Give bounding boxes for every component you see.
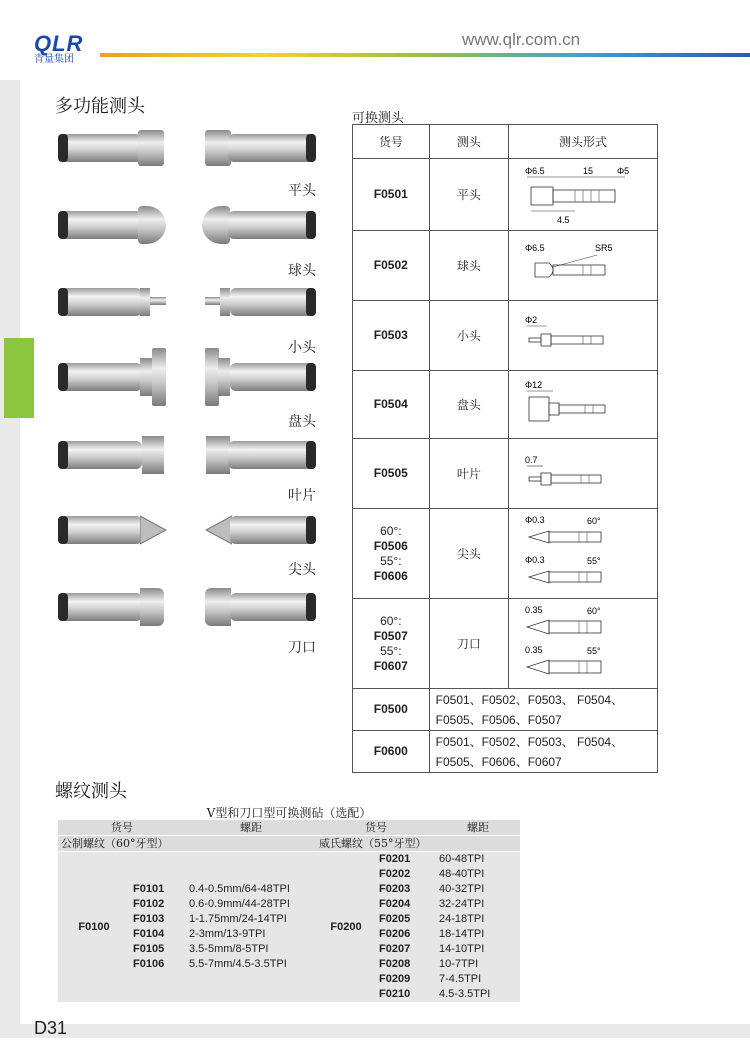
metric-code: F0104 (133, 928, 165, 940)
imperial-code: F0210 (379, 988, 411, 1000)
probe-small-right-tip (205, 297, 221, 305)
metric-pitch: 0.6-0.9mm/44-28TPI (189, 898, 290, 910)
imperial-pitch: 7-4.5TPI (439, 973, 482, 985)
table2-header-row (58, 820, 520, 836)
probe-label-ball: 球头 (288, 263, 316, 279)
page-header (0, 0, 750, 80)
left-side-band (0, 80, 20, 1025)
row-code: F0501 (353, 159, 430, 231)
imperial-code: F0206 (379, 928, 411, 940)
metric-thread-label: 公制螺纹（60°牙型） (58, 836, 316, 852)
probe-small-right (230, 288, 316, 316)
kit-line: F0501、F0502、F0503、 F0504、 (435, 692, 624, 707)
probe-flat-right (228, 134, 316, 162)
probe-knife-left-head (140, 588, 164, 626)
dim-label: 4.5 (557, 214, 570, 225)
logo-subtitle: 青量集团 (34, 54, 74, 65)
probe-point-right-cone (204, 513, 232, 547)
table-row (58, 852, 520, 868)
table2-subheader-row (58, 836, 520, 852)
row-code: F0503 (353, 301, 430, 371)
dim-label: Φ12 (525, 379, 543, 390)
imperial-code: F0205 (379, 913, 411, 925)
imperial-code: F0207 (379, 943, 411, 955)
dim-label: 60° (587, 605, 601, 616)
metric-pitch: 5.5-7mm/4.5-3.5TPI (189, 958, 287, 970)
row-code (353, 599, 430, 689)
dim-label: 0.7 (525, 454, 538, 465)
probe-sketch-knife (509, 599, 658, 689)
probe-small-left-neck (140, 288, 150, 316)
metric-code: F0101 (133, 883, 165, 895)
code-line: F0506 (373, 538, 408, 553)
probe-label-flat: 平头 (288, 183, 316, 199)
probe-knife-left (58, 593, 142, 621)
table-row-kit (353, 731, 658, 773)
dim-label: Φ6.5 (525, 242, 545, 253)
code-line: F0607 (373, 658, 408, 673)
col-header-pitch: 螺距 (186, 820, 316, 836)
table-row (353, 371, 658, 439)
dim-label: 15 (583, 165, 594, 176)
table1-caption: 可换测头 (352, 111, 405, 126)
table-row (353, 509, 658, 599)
imperial-thread-label: 威氏螺纹（55°牙型） (316, 836, 520, 852)
kit-contents (429, 689, 657, 731)
imperial-group-text: F0200 (330, 920, 362, 933)
metric-pitch: 3.5-5mm/8-5TPI (189, 943, 269, 955)
probe-sketch-blade (509, 439, 658, 509)
dim-label: Φ6.5 (525, 165, 545, 176)
dim-label: Φ5 (617, 165, 630, 176)
probe-disc-left (58, 363, 142, 391)
row-code: F0502 (353, 231, 430, 301)
row-probe-name: 尖头 (429, 509, 508, 599)
col-header-code: 货号 (353, 125, 430, 159)
row-code: F0505 (353, 439, 430, 509)
probe-ball-right-head (202, 206, 230, 244)
probe-ball-right (228, 211, 316, 239)
kit-contents (429, 731, 657, 773)
probe-sketch-disc (509, 371, 658, 439)
imperial-code: F0208 (379, 958, 411, 970)
row-probe-name: 小头 (429, 301, 508, 371)
dim-label: 0.35 (525, 644, 543, 655)
probe-blade-left (58, 441, 142, 469)
kit-code: F0500 (353, 689, 430, 731)
metric-code: F0105 (133, 943, 165, 955)
dim-label: Φ0.3 (525, 514, 545, 525)
metric-code: F0106 (133, 958, 165, 970)
probe-point-right (230, 516, 316, 544)
table-row-kit (353, 689, 658, 731)
probe-sketch-point (509, 509, 658, 599)
probe-label-small: 小头 (288, 340, 316, 356)
row-probe-name: 平头 (429, 159, 508, 231)
website-url: www.qlr.com.cn (462, 30, 581, 49)
probe-knife-right-head (205, 588, 231, 626)
row-probe-name: 盘头 (429, 371, 508, 439)
probe-small-right-neck (220, 288, 230, 316)
company-logo (34, 31, 84, 66)
footer-band (0, 1024, 750, 1038)
table-row (353, 599, 658, 689)
probe-flat-left-head (138, 130, 164, 166)
imperial-code: F0209 (379, 973, 411, 985)
section-tab (4, 338, 34, 418)
imperial-code: F0203 (379, 883, 411, 895)
table-row (353, 301, 658, 371)
probe-point-left (58, 516, 142, 544)
imperial-code: F0202 (379, 868, 411, 880)
dim-label: Φ0.3 (525, 554, 545, 565)
dim-label: 60° (587, 515, 601, 526)
probe-disc-right-head (205, 348, 219, 406)
angle-label: 55°: (380, 643, 402, 658)
row-probe-name: 叶片 (429, 439, 508, 509)
page-number: D31 (34, 1018, 68, 1038)
imperial-group-code (316, 852, 376, 1003)
imperial-pitch: 14-10TPI (439, 943, 485, 955)
section-title-multifunction: 多功能测头 (55, 96, 145, 117)
probe-small-left-tip (150, 297, 166, 305)
probe-flat-left (58, 134, 142, 162)
row-probe-name: 球头 (429, 231, 508, 301)
probe-label-blade: 叶片 (288, 488, 316, 504)
imperial-code: F0204 (379, 898, 411, 910)
probe-disc-left-neck (140, 358, 152, 396)
table-row (353, 231, 658, 301)
col-header-probe: 测头 (429, 125, 508, 159)
imperial-code: F0201 (379, 853, 411, 865)
header-gradient-bar (100, 53, 750, 57)
angle-label: 55°: (380, 553, 402, 568)
imperial-pitch: 32-24TPI (439, 898, 485, 910)
probe-sketch-flat (509, 159, 658, 231)
row-code: F0504 (353, 371, 430, 439)
probe-disc-right (230, 363, 316, 391)
probe-disc-right-neck (218, 358, 230, 396)
probe-label-disc: 盘头 (288, 414, 316, 430)
table-row (353, 439, 658, 509)
angle-label: 60°: (380, 613, 402, 628)
dim-label: SR5 (595, 242, 613, 253)
probe-blade-left-head (142, 436, 164, 474)
probe-label-point: 尖头 (288, 562, 316, 578)
col-header-code: 货号 (58, 820, 186, 836)
dim-label: Φ2 (525, 314, 538, 325)
probe-blade-right-head (206, 436, 230, 474)
thread-anvil-table-wrap (58, 806, 520, 1002)
probe-sketch-small (509, 301, 658, 371)
thread-anvil-table (58, 820, 520, 1002)
probe-knife-right (230, 593, 316, 621)
section-title-thread: 螺纹测头 (55, 781, 127, 802)
probe-blade-right (228, 441, 316, 469)
kit-line: F0505、F0606、F0607 (435, 754, 562, 769)
kit-code: F0600 (353, 731, 430, 773)
metric-group-code (58, 852, 130, 1003)
code-line: F0606 (373, 568, 408, 583)
row-probe-name: 刀口 (429, 599, 508, 689)
probe-small-left (58, 288, 142, 316)
metric-pitch: 2-3mm/13-9TPI (189, 928, 266, 940)
dim-label: 55° (587, 555, 601, 566)
probe-label-knife: 刀口 (288, 640, 316, 656)
angle-label: 60°: (380, 523, 402, 538)
kit-line: F0505、F0506、F0507 (435, 712, 562, 727)
probe-point-left-cone (140, 513, 168, 547)
probe-disc-left-head (152, 348, 166, 406)
metric-pitch: 1-1.75mm/24-14TPI (189, 913, 287, 925)
code-line: F0507 (373, 628, 408, 643)
imperial-pitch: 18-14TPI (439, 928, 485, 940)
metric-pitch: 0.4-0.5mm/64-48TPI (189, 883, 290, 895)
imperial-pitch: 40-32TPI (439, 883, 485, 895)
col-header-form: 测头形式 (509, 125, 658, 159)
probe-ball-left (58, 211, 142, 239)
table2-title: V型和刀口型可换测砧（选配） (206, 806, 372, 820)
table-header-row (353, 125, 658, 159)
metric-group-text: F0100 (78, 920, 110, 933)
row-code (353, 509, 430, 599)
dim-label: 55° (587, 645, 601, 656)
imperial-pitch: 60-48TPI (439, 853, 485, 865)
metric-code: F0102 (133, 898, 165, 910)
probe-ball-left-head (138, 206, 166, 244)
logo-text: QLR (34, 31, 84, 56)
dim-label: 0.35 (525, 604, 543, 615)
imperial-pitch: 48-40TPI (439, 868, 485, 880)
probe-sketch-ball (509, 231, 658, 301)
col-header-code: 货号 (316, 820, 436, 836)
imperial-pitch: 10-7TPI (439, 958, 479, 970)
table-row (353, 159, 658, 231)
kit-line: F0501、F0502、F0503、 F0504、 (435, 734, 624, 749)
imperial-pitch: 4.5-3.5TPI (439, 988, 491, 1000)
imperial-pitch: 24-18TPI (439, 913, 485, 925)
col-header-pitch: 螺距 (436, 820, 520, 836)
metric-code: F0103 (133, 913, 165, 925)
interchangeable-probe-table (352, 124, 658, 773)
